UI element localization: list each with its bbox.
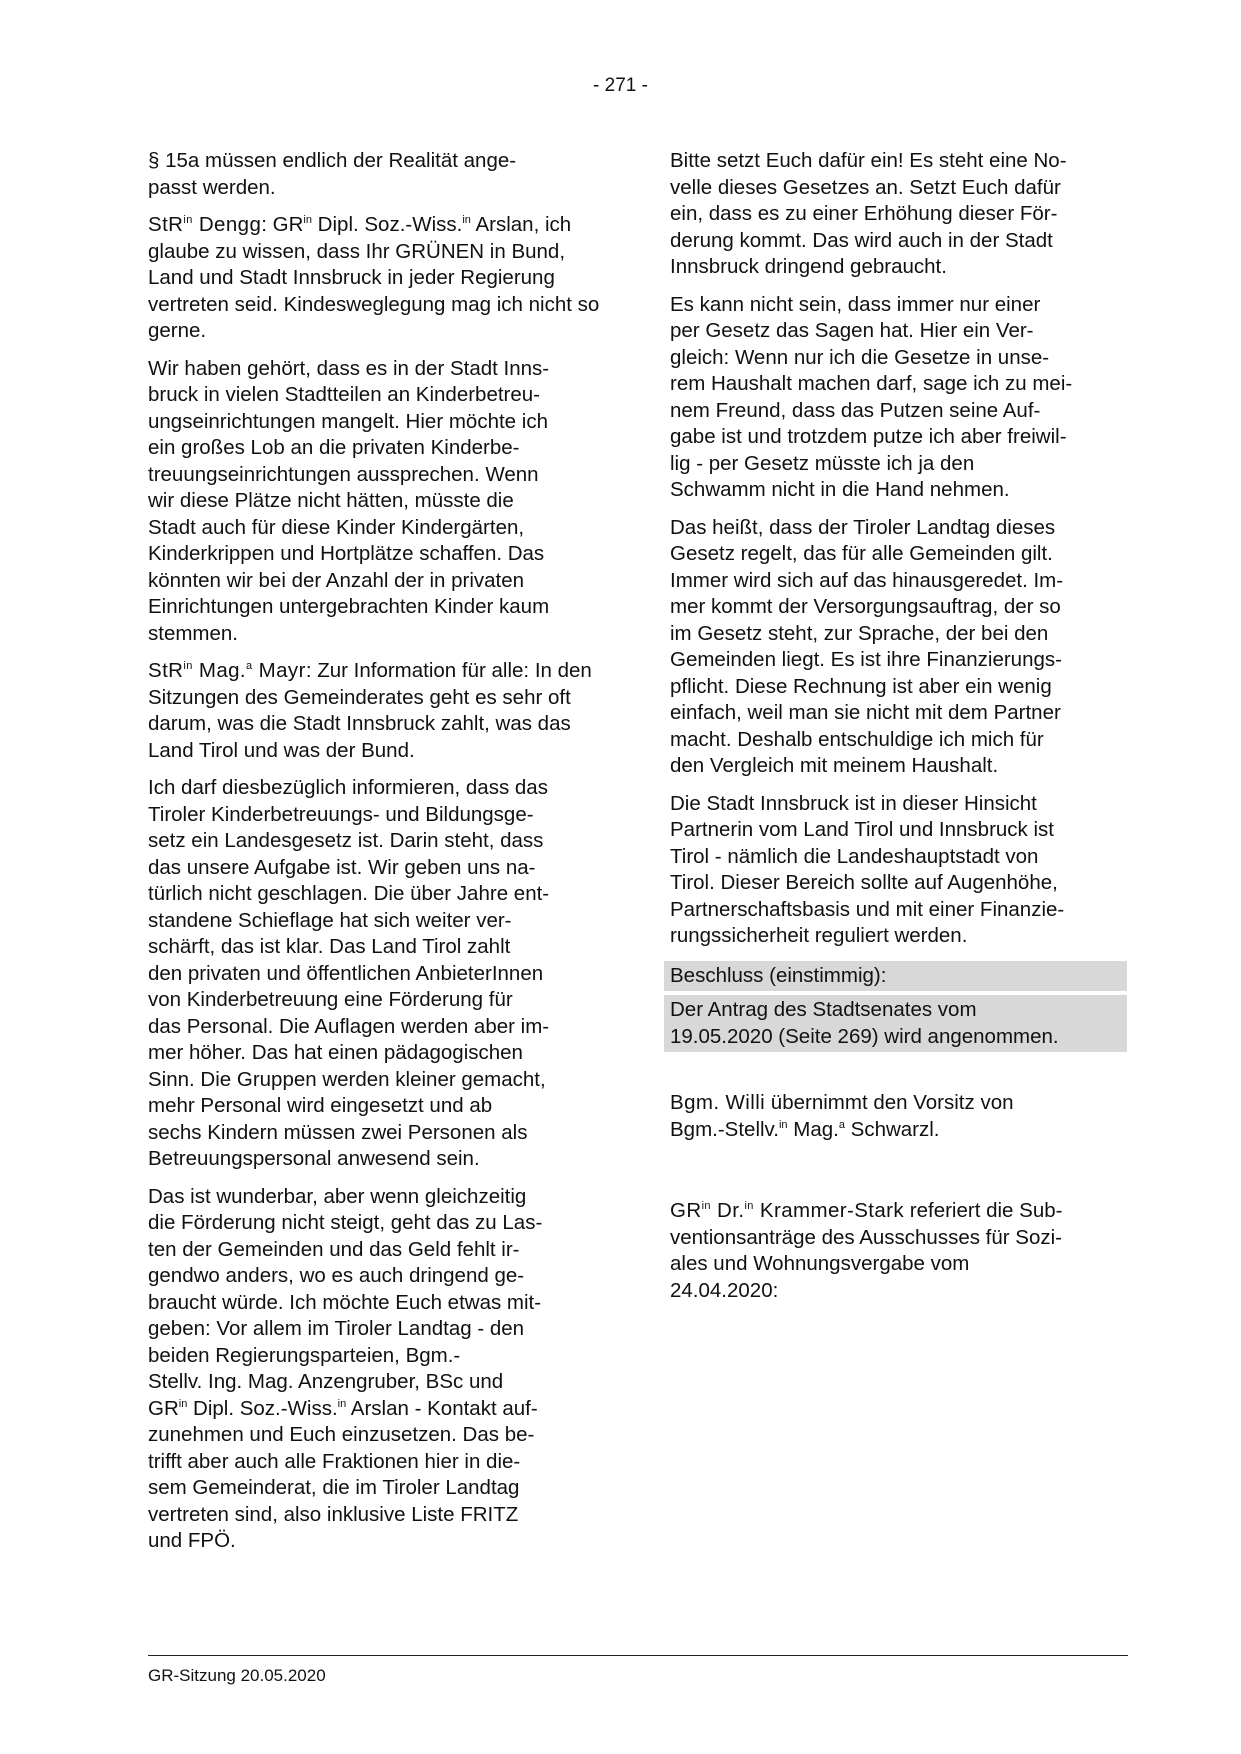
resolution-label-box xyxy=(664,961,1127,992)
paragraph: Ich darf diesbezüglich informieren, dass das Tiroler Kinderbetreuungs- und Bildungsge- setz ein Landesgesetz ist. Darin steht, dass das unsere Aufgabe ist. Wir geben uns na- türlich nicht geschlagen. Die über Jahre ent- standene Schieflage hat sich weiter ver- schärft, das ist klar. Das Land Tirol zahlt den privaten und öffentlichen AnbieterInnen von Kinderbetreuung eine Förderung für das Personal. Die Auflagen werden aber im- mer höher. Das hat einen pädagogischen Sinn. Die Gruppen werden kleiner gemacht, mehr Personal wird eingesetzt und ab sechs Kindern müssen zwei Personen als Betreuungspersonal anwesend sein. xyxy=(148,776,550,1170)
paragraph: Bitte setzt Euch dafür ein! Es steht eine No- velle dieses Gesetzes an. Setzt Euch dafür ein, dass es zu einer Erhöhung dieser För- derung kommt. Das wird auch in der Stadt Innsbruck dringend gebraucht. xyxy=(670,149,1067,278)
speaker-name: StR$^{in}$ Dengg xyxy=(148,213,262,236)
resolution-text-box xyxy=(664,995,1127,1052)
footer-text: GR-Sitzung 20.05.2020 xyxy=(148,1666,326,1685)
report-note: $GR^{in}$ Dr.$^{in}$ Krammer-Stark referiert die Sub- ventionsanträge des Ausschusses für Sozi- ales und Wohnungsvergabe vom 24.04.2020: xyxy=(670,1199,1063,1302)
paragraph: Es kann nicht sein, dass immer nur einer per Gesetz das Sagen hat. Hier ein Ver- gleich: Wenn nur ich die Gesetze in unse- rem Haushalt machen darf, sage ich zu mei- nem Freund, dass das Putzen seine Auf- gabe ist und trotzdem putze ich aber freiwil- lig - per Gesetz müsste ich ja den Schwamm nicht in die Hand nehmen. xyxy=(670,292,1073,501)
speaker-name: $GR^{in}$ Dr.$^{in}$ Krammer-Stark xyxy=(670,1199,905,1222)
paragraph: § 15a müssen endlich der Realität ange- passt werden. xyxy=(148,149,517,199)
speaker-name: Bgm. Willi xyxy=(670,1091,766,1114)
chair-change-note: Bgm. Willi übernimmt den Vorsitz von Bgm.-Stellv.$^{in}$ Mag.$^a$ Schwarzl. xyxy=(670,1091,1014,1141)
right-column xyxy=(670,148,1127,1315)
resolution-label: Beschluss (einstimmig): xyxy=(670,963,887,987)
speaker-paragraph: StR$^{in}$ Dengg: $GR^{in}$ Dipl. Soz.-Wiss.$^{in}$ Arslan, ich glaube zu wissen, dass Ihr GRÜNEN in Bund, Land und Stadt Innsbruck in jeder Regierung vertreten seid. Kindesweglegung mag ich nicht so gerne. xyxy=(148,213,600,342)
paragraph: Das ist wunderbar, aber wenn gleichzeitig die Förderung nicht steigt, geht das zu Las- ten der Gemeinden und das Geld fehlt ir- gendwo anders, wo es auch dringend ge- braucht würde. Ich möchte Euch etwas mit- geben: Vor allem im Tiroler Landtag - den beiden Regierungsparteien, Bgm.- Stellv. Ing. Mag. Anzengruber, BSc und $GR^{in}$ Dipl. Soz.-Wiss.$^{in}$ Arslan - Kontakt auf- zunehmen und Euch einzusetzen. Das be- trifft aber auch alle Fraktionen hier in die- sem Gemeinderat, die im Tiroler Landtag vertreten sind, also inklusive Liste FRITZ und FPÖ. xyxy=(148,1184,543,1552)
paragraph: Die Stadt Innsbruck ist in dieser Hinsicht Partnerin vom Land Tirol und Innsbruck ist Tirol - nämlich die Landeshauptstadt von Tirol. Dieser Bereich sollte auf Augenhöhe, Partnerschaftsbasis und mit einer Finanzie- rungssicherheit reguliert werden. xyxy=(670,791,1065,947)
speaker-name: StR$^{in}$ Mag.$^a$ Mayr xyxy=(148,659,306,682)
left-column xyxy=(148,148,606,1566)
resolution-text: Der Antrag des Stadtsenates vom 19.05.2020 (Seite 269) wird angenommen. xyxy=(670,998,1059,1048)
paragraph: Wir haben gehört, dass es in der Stadt Inns- bruck in vielen Stadtteilen an Kinderbetreu- ungseinrichtungen mangelt. Hier möchte ich ein großes Lob an die privaten Kinderbe- treuungseinrichtungen aussprechen. Wenn wir diese Plätze nicht hätten, müsste die Stadt auch für diese Kinder Kindergärten, Kinderkrippen und Hortplätze schaffen. Das könnten wir bei der Anzahl der in privaten Einrichtungen untergebrachten Kinder kaum stemmen. xyxy=(148,356,550,645)
paragraph: Das heißt, dass der Tiroler Landtag dieses Gesetz regelt, das für alle Gemeinden gilt. Immer wird sich auf das hinausgeredet. Im- mer kommt der Versorgungsauftrag, der so im Gesetz steht, zur Sprache, der bei den Gemeinden liegt. Es ist ihre Finanzierungs- pflicht. Diese Rechnung ist aber ein wenig einfach, weil man sie nicht mit dem Partner macht. Deshalb entschuldige ich mich für den Vergleich mit meinem Haushalt. xyxy=(670,515,1064,777)
page-number: - 271 - xyxy=(593,75,648,96)
footer-divider xyxy=(148,1655,1128,1656)
speaker-paragraph: StR$^{in}$ Mag.$^a$ Mayr: Zur Information für alle: In den Sitzungen des Gemeinderates geht es sehr oft darum, was die Stadt Innsbruck zahlt, was das Land Tirol und was der Bund. xyxy=(148,659,592,762)
